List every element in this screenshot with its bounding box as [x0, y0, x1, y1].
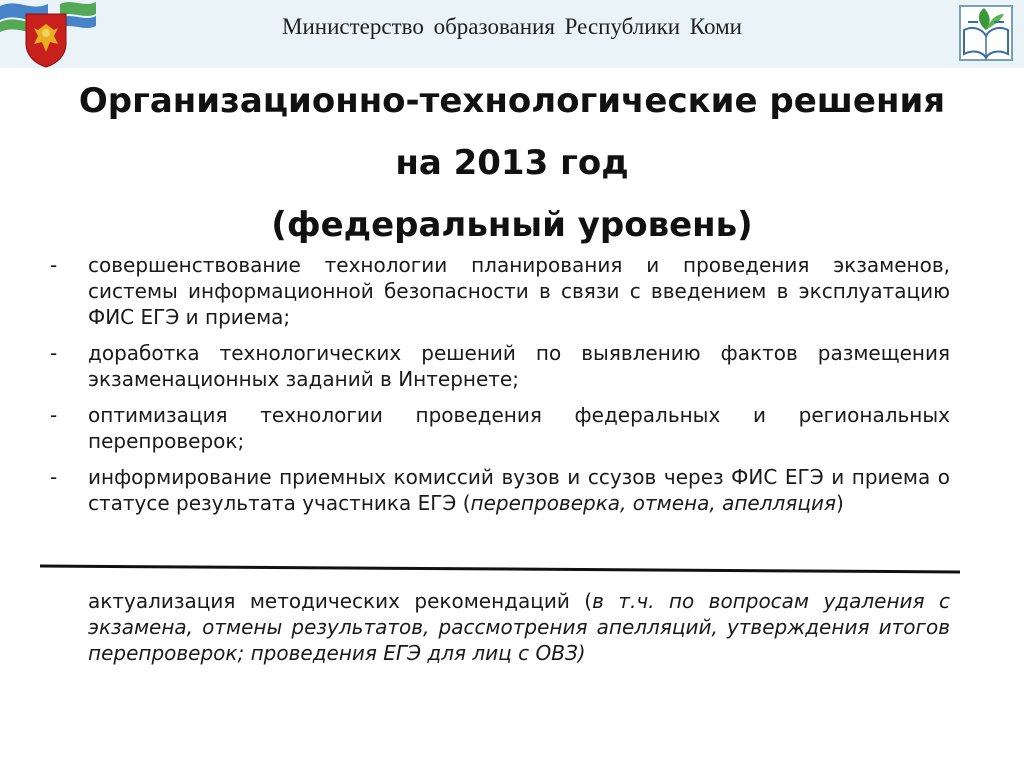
list-item-text	[88, 464, 950, 516]
list-item-text-start: информирование приемных комиссий вузов и ссузов через ФИС ЕГЭ и приема о статусе результата участника ЕГЭ (	[88, 465, 950, 515]
title-line-2: на 2013 год	[395, 143, 629, 183]
list-item	[44, 252, 950, 330]
list-item-text-italic: перепроверка, отмена, апелляция	[470, 491, 836, 515]
list-bullet: -	[50, 465, 58, 489]
bottom-text-start: актуализация методических рекомендаций (	[88, 589, 593, 613]
list-item-text: доработка технологических решений по выявлению фактов размещения экзаменационных заданий в Интернете;	[88, 341, 950, 391]
list-item-text-end: )	[835, 491, 844, 515]
bottom-text-italic: в т.ч. по вопросам удаления с экзамена, отмены результатов, рассмотрения апелляций, утверждения итогов перепроверок; проведения ЕГЭ для лиц с ОВЗ)	[88, 589, 950, 665]
section-divider	[40, 562, 960, 574]
methodical-recommendations-text	[88, 588, 950, 666]
page-title	[0, 70, 1024, 256]
list-item-text: оптимизация технологии проведения федеральных и региональных перепроверок;	[88, 403, 950, 453]
list-item	[44, 340, 950, 392]
title-line-1: Организационно-технологические решения	[78, 81, 946, 121]
list-bullet: -	[50, 403, 58, 427]
list-item	[44, 402, 950, 454]
list-item-text: совершенствование технологии планирования и проведения экзаменов, системы информационной безопасности в связи с введением в эксплуатацию ФИС ЕГЭ и приема;	[88, 253, 950, 329]
decisions-list	[44, 252, 950, 526]
list-bullet: -	[50, 341, 58, 365]
list-item	[44, 464, 950, 516]
ministry-name: Министерство образования Республики Коми	[282, 14, 742, 39]
list-bullet: -	[50, 253, 58, 277]
title-line-3: (федеральный уровень)	[271, 205, 753, 245]
